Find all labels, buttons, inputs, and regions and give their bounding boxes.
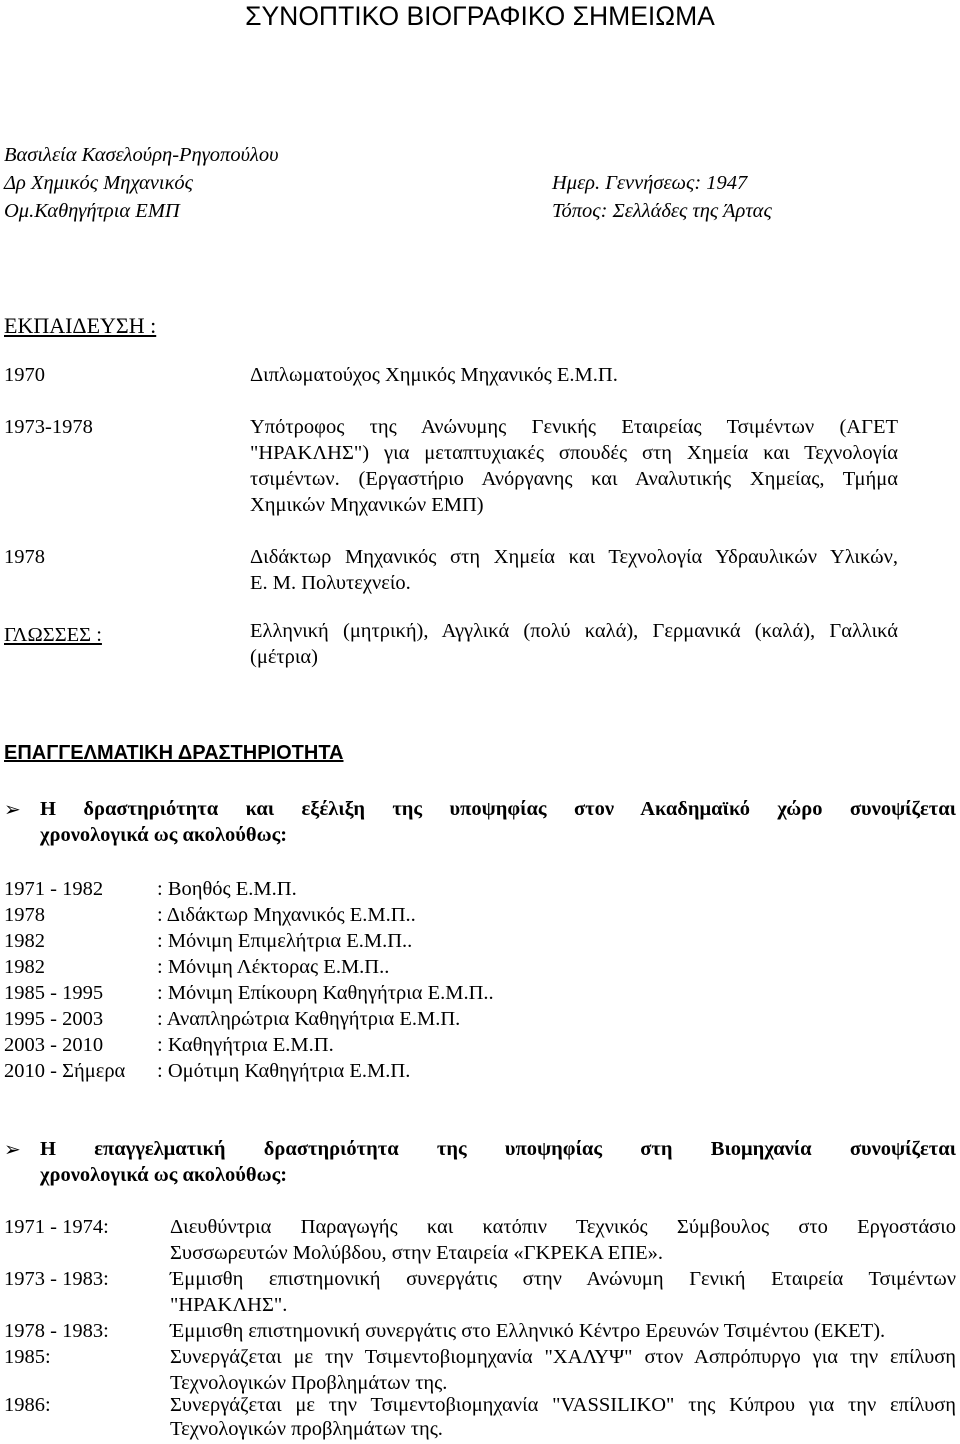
education-text: Υπότροφος της Ανώνυμης Γενικής Εταιρείας Τσιμέντων (ΑΓΕΤ	[250, 416, 898, 438]
languages-text: Ελληνική (μητρική), Αγγλικά (πολύ καλά), Γερμανικά (καλά), Γαλλικά	[250, 620, 898, 642]
academic-period: 1978	[4, 904, 45, 926]
education-text: Χημικών Μηχανικών ΕΜΠ)	[250, 494, 484, 516]
academic-role: : Καθηγήτρια Ε.Μ.Π.	[157, 1034, 334, 1056]
industry-text: Συσσωρευτών Μολύβδου, στην Εταιρεία «ΓΚΡΕΚΑ ΕΠΕ».	[170, 1242, 664, 1264]
document-title: ΣΥΝΟΠΤΙΚΟ ΒΙΟΓΡΑΦΙΚΟ ΣΗΜΕΙΩΜΑ	[245, 1, 715, 31]
industry-period: 1985:	[4, 1346, 51, 1368]
industry-intro: χρονολογικά ως ακολούθως:	[40, 1164, 288, 1186]
academic-role: : Διδάκτωρ Μηχανικός Ε.Μ.Π..	[157, 904, 416, 926]
academic-intro: Η δραστηριότητα και εξέλιξη της υποψηφίας στον Ακαδημαϊκό χώρο συνοψίζεται	[40, 798, 956, 820]
academic-period: 1982	[4, 956, 45, 978]
industry-intro: Η επαγγελματική δραστηριότητα της υποψηφίας στη Βιομηχανία συνοψίζεται	[40, 1138, 956, 1160]
languages-text: (μέτρια)	[250, 646, 318, 668]
education-year: 1978	[4, 546, 45, 568]
person-degree: Δρ Χημικός Μηχανικός	[4, 172, 194, 194]
academic-period: 1985 - 1995	[4, 982, 104, 1004]
academic-period: 1971 - 1982	[4, 878, 104, 900]
academic-role: : Μόνιμη Επιμελήτρια Ε.Μ.Π..	[157, 930, 413, 952]
industry-text: Έμμισθη επιστημονική συνεργάτις στο Ελληνικό Κέντρο Ερευνών Τσιμέντου (ΕΚΕΤ).	[170, 1320, 886, 1342]
academic-role: : Μόνιμη Επίκουρη Καθηγήτρια Ε.Μ.Π..	[157, 982, 494, 1004]
industry-text: Συνεργάζεται με την Τσιμεντοβιομηχανία "ΧΑΛΥΨ" στον Ασπρόπυργο για την επίλυση	[170, 1346, 956, 1368]
industry-text: Τεχνολογικών προβλημάτων της.	[170, 1418, 443, 1440]
education-text: τσιμέντων. (Εργαστήριο Ανόργανης και Αναλυτικής Χημείας, Τμήμα	[250, 468, 898, 490]
education-text: "ΗΡΑΚΛΗΣ") για μεταπτυχιακές σπουδές στη Χημεία και Τεχνολογία	[250, 442, 898, 464]
academic-period: 2010 - Σήμερα	[4, 1060, 126, 1082]
arrow-bullet-icon: ➢	[4, 797, 21, 821]
industry-text: Συνεργάζεται με την Τσιμεντοβιομηχανία "VASSILIKO" της Κύπρου για την επίλυση	[170, 1394, 956, 1416]
industry-period: 1973 - 1983:	[4, 1268, 109, 1290]
industry-period: 1978 - 1983:	[4, 1320, 109, 1342]
languages-heading: ΓΛΩΣΣΕΣ :	[4, 624, 102, 646]
industry-period: 1971 - 1974:	[4, 1216, 109, 1238]
education-text: Διδάκτωρ Μηχανικός στη Χημεία και Τεχνολογία Υδραυλικών Υλικών,	[250, 546, 898, 568]
academic-intro: χρονολογικά ως ακολούθως:	[40, 824, 288, 846]
education-text: Ε. Μ. Πολυτεχνείο.	[250, 572, 411, 594]
education-year: 1973-1978	[4, 416, 93, 438]
education-text: Διπλωματούχος Χημικός Μηχανικός Ε.Μ.Π.	[250, 364, 618, 386]
birth-place: Τόπος: Σελλάδες της Άρτας	[552, 200, 772, 222]
academic-role: : Ομότιμη Καθηγήτρια Ε.Μ.Π.	[157, 1060, 411, 1082]
industry-text: Έμμισθη επιστημονική συνεργάτις στην Ανώνυμη Γενική Εταιρεία Τσιμέντων	[170, 1268, 956, 1290]
industry-text: Διευθύντρια Παραγωγής και κατόπιν Τεχνικός Σύμβουλος στο Εργοστάσιο	[170, 1216, 956, 1238]
arrow-bullet-icon: ➢	[4, 1137, 21, 1161]
person-position: Ομ.Καθηγήτρια ΕΜΠ	[4, 200, 180, 222]
education-year: 1970	[4, 364, 45, 386]
industry-text: Τεχνολογικών Προβλημάτων της.	[170, 1372, 448, 1394]
academic-period: 2003 - 2010	[4, 1034, 104, 1056]
academic-role: : Βοηθός Ε.Μ.Π.	[157, 878, 297, 900]
industry-text: "ΗΡΑΚΛΗΣ".	[170, 1294, 288, 1316]
industry-period: 1986:	[4, 1394, 51, 1416]
academic-role: : Μόνιμη Λέκτορας Ε.Μ.Π..	[157, 956, 390, 978]
person-name: Βασιλεία Κασελούρη-Ρηγοπούλου	[4, 144, 279, 166]
academic-period: 1982	[4, 930, 45, 952]
academic-role: : Αναπληρώτρια Καθηγήτρια Ε.Μ.Π.	[157, 1008, 461, 1030]
education-heading: ΕΚΠΑΙΔΕΥΣΗ :	[4, 313, 157, 338]
academic-period: 1995 - 2003	[4, 1008, 104, 1030]
birth-date: Ημερ. Γεννήσεως: 1947	[552, 172, 748, 194]
professional-heading: ΕΠΑΓΓΕΛΜΑΤΙΚΗ ΔΡΑΣΤΗΡΙΟΤΗΤΑ	[4, 742, 344, 764]
